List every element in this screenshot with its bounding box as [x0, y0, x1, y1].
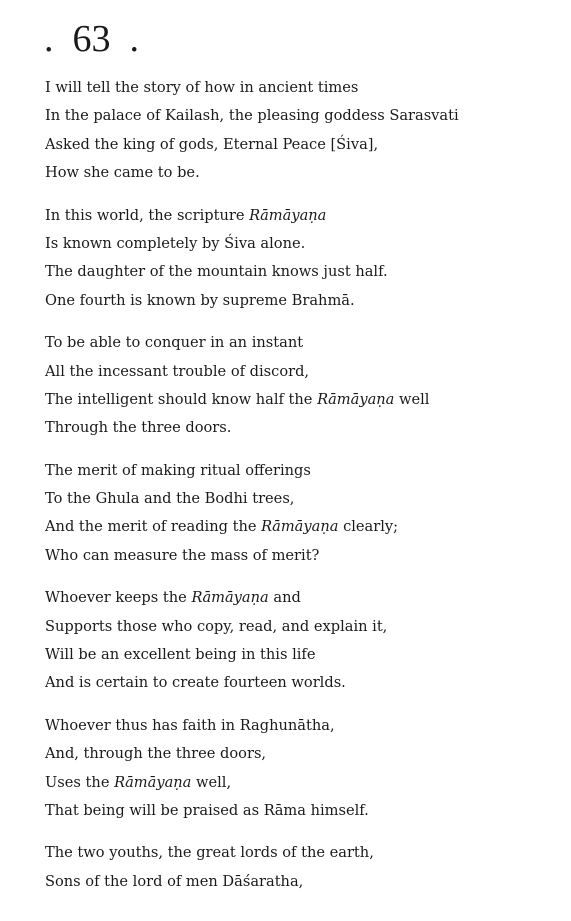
- line-text: Is known completely by Śiva alone.: [45, 234, 306, 252]
- line-text: The daughter of the mountain knows just half.: [45, 263, 388, 281]
- verse-line: [45, 712, 555, 740]
- stanza: [45, 839, 555, 896]
- italic-title-text: Rāmāyaṇa: [114, 773, 192, 791]
- line-text: The intelligent should know half the: [45, 390, 318, 408]
- verse-line: [45, 542, 555, 570]
- line-text: And, through the three doors,: [45, 745, 267, 763]
- line-text: Uses the: [45, 773, 115, 791]
- verse-line: [45, 797, 555, 825]
- line-text: And the merit of reading the: [45, 518, 262, 536]
- line-text: To the Ghula and the Bodhi trees,: [45, 490, 295, 508]
- verse-line: [45, 358, 555, 386]
- line-text: well: [394, 390, 430, 408]
- verse-line: [45, 769, 555, 797]
- poem-body: [45, 74, 555, 910]
- line-text: Whoever thus has faith in Raghunātha,: [45, 716, 335, 734]
- verse-line: [45, 584, 555, 612]
- italic-title-text: Rāmāyaṇa: [191, 589, 269, 607]
- line-text: How she came to be.: [45, 164, 200, 182]
- line-text: Who can measure the mass of merit?: [45, 546, 320, 564]
- line-text: In the palace of Kailash, the pleasing goddess Sarasvati: [45, 107, 459, 125]
- line-text: The two youths, the great lords of the earth,: [45, 844, 374, 862]
- verse-line: [45, 159, 555, 187]
- verse-line: [45, 839, 555, 867]
- line-text: To be able to conquer in an instant: [45, 334, 304, 352]
- page-number: . 63 .: [44, 18, 139, 60]
- verse-line: [45, 613, 555, 641]
- line-text: and: [268, 589, 301, 607]
- verse-line: [45, 485, 555, 513]
- verse-line: [45, 131, 555, 159]
- verse-line: [45, 74, 555, 102]
- verse-line: [45, 230, 555, 258]
- stanza: [45, 202, 555, 316]
- verse-line: [45, 513, 555, 541]
- stanza: [45, 584, 555, 698]
- stanza: [45, 712, 555, 826]
- verse-line: [45, 868, 555, 896]
- verse-line: [45, 287, 555, 315]
- italic-title-text: Rāmāyaṇa: [317, 390, 395, 408]
- stanza: [45, 329, 555, 443]
- verse-line: [45, 258, 555, 286]
- stanza: [45, 457, 555, 571]
- line-text: One fourth is known by supreme Brahmā.: [45, 291, 355, 309]
- line-text: clearly;: [338, 518, 399, 536]
- verse-line: [45, 641, 555, 669]
- verse-line: [45, 202, 555, 230]
- italic-title-text: Rāmāyaṇa: [249, 206, 327, 224]
- line-text: Whoever keeps the: [45, 589, 192, 607]
- line-text: Supports those who copy, read, and explain it,: [45, 617, 388, 635]
- verse-line: [45, 457, 555, 485]
- line-text: The merit of making ritual offerings: [45, 461, 311, 479]
- line-text: Through the three doors.: [45, 419, 232, 437]
- italic-title-text: Rāmāyaṇa: [261, 518, 339, 536]
- line-text: well,: [191, 773, 232, 791]
- verse-line: [45, 329, 555, 357]
- line-text: All the incessant trouble of discord,: [45, 362, 310, 380]
- verse-line: [45, 414, 555, 442]
- line-text: And is certain to create fourteen worlds.: [45, 674, 346, 692]
- line-text: Sons of the lord of men Dāśaratha,: [45, 872, 304, 890]
- verse-line: [45, 102, 555, 130]
- line-text: In this world, the scripture: [45, 206, 250, 224]
- line-text: That being will be praised as Rāma himself.: [45, 801, 369, 819]
- stanza: [45, 74, 555, 188]
- line-text: Will be an excellent being in this life: [45, 646, 316, 664]
- line-text: Asked the king of gods, Eternal Peace [Śiva],: [45, 135, 379, 153]
- line-text: I will tell the story of how in ancient times: [45, 79, 359, 96]
- verse-line: [45, 669, 555, 697]
- verse-line: [45, 386, 555, 414]
- verse-line: [45, 740, 555, 768]
